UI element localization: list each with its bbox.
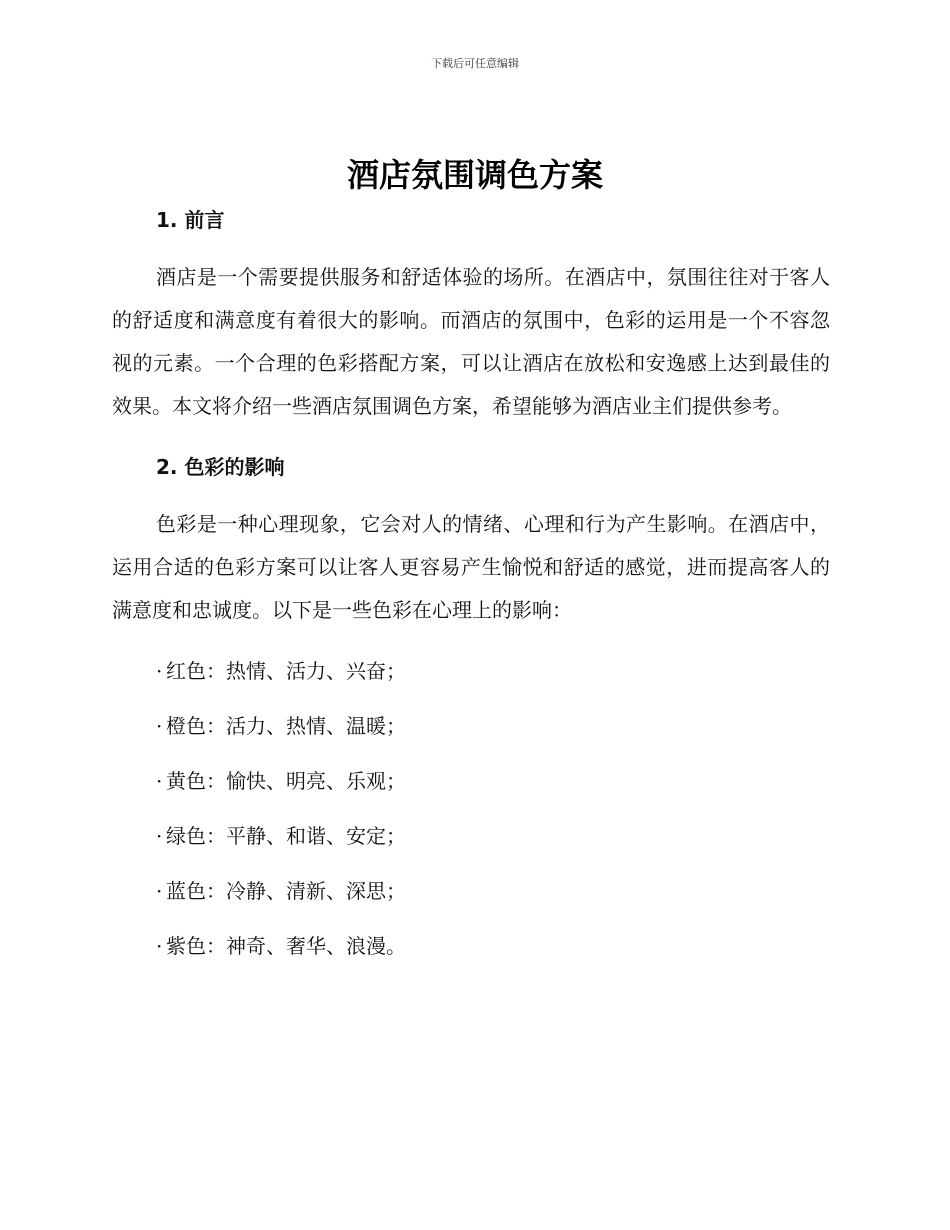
document-body (112, 203, 830, 984)
list-item-text: 黄色：愉快、明亮、乐观； (166, 769, 406, 793)
section-heading-color-influence: 2. 色彩的影响 (156, 455, 285, 479)
list-item-text: 蓝色：冷静、清新、深思； (166, 879, 406, 903)
list-item-text: 红色：热情、活力、兴奋； (166, 659, 406, 683)
list-item-text: 橙色：活力、热情、温暖； (166, 714, 406, 738)
bullet-marker: · (156, 714, 163, 738)
list-item (112, 874, 830, 929)
preface-paragraph: 酒店是一个需要提供服务和舒适体验的场所。在酒店中，氛围往往对于客人的舒适度和满意度有着很大的影响。而酒店的氛围中，色彩的运用是一个不容忽视的元素。一个合理的色彩搭配方案，可以让酒店在放松和安逸感上达到最佳的效果。本文将介绍一些酒店氛围调色方案，希望能够为酒店业主们提供参考。 (112, 265, 830, 418)
bullet-marker: · (156, 824, 163, 848)
color-influence-paragraph: 色彩是一种心理现象，它会对人的情绪、心理和行为产生影响。在酒店中，运用合适的色彩方案可以让客人更容易产生愉悦和舒适的感觉，进而提高客人的满意度和忠诚度。以下是一些色彩在心理上的影响： (112, 512, 830, 622)
section-heading-preface: 1. 前言 (156, 208, 225, 232)
list-item (112, 819, 830, 874)
list-item (112, 654, 830, 709)
bullet-marker: · (156, 769, 163, 793)
bullet-marker: · (156, 879, 163, 903)
header-note: 下载后可任意编辑 (431, 57, 519, 70)
list-item (112, 929, 830, 984)
list-item-text: 紫色：神奇、奢华、浪漫。 (166, 934, 406, 958)
color-effects-list (112, 654, 830, 984)
bullet-marker: · (156, 934, 163, 958)
document-title: 酒店氛围调色方案 (346, 156, 603, 194)
list-item-text: 绿色：平静、和谐、安定； (166, 824, 406, 848)
list-item (112, 764, 830, 819)
list-item (112, 709, 830, 764)
bullet-marker: · (156, 659, 163, 683)
